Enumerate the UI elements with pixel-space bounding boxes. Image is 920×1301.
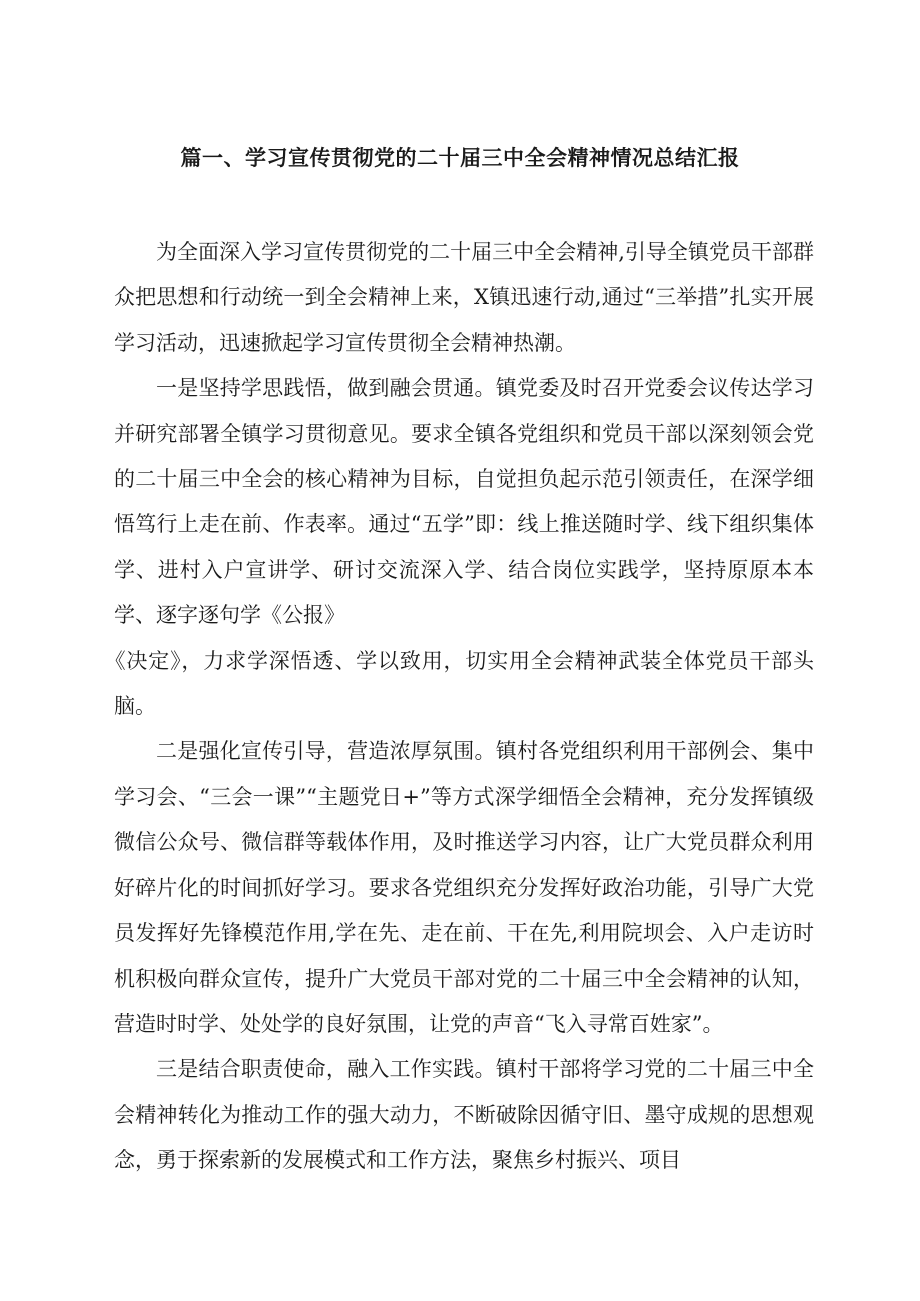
document-title: 篇一、学习宣传贯彻党的二十届三中全会精神情况总结汇报 — [180, 145, 740, 170]
paragraph-point-two: 二是强化宣传引导，营造浓厚氛围。镇村各党组织利用干部例会、集中学习会、“三会一课”“主题党日+”等方式深学细悟全会精神，充分发挥镇级微信公众号、微信群等载体作用，及时推送学习内容，让广大党员群众利用好碎片化的时间抓好学习。要求各党组织充分发挥好政治功能，引导广大党员发挥好先锋模范作用,学在先、走在前、干在先,利用院坝会、入户走访时机积极向群众宣传，提升广大党员干部对党的二十届三中全会精神的认知，营造时时学、处处学的良好氛围，让党的声音“飞入寻常百姓家”。 — [114, 739, 814, 1036]
paragraph-intro: 为全面深入学习宣传贯彻党的二十届三中全会精神,引导全镇党员干部群众把思想和行动统一到全会精神上来，X镇迅速行动,通过“三举措”扎实开展学习活动，迅速掀起学习宣传贯彻全会精神热潮。 — [114, 240, 814, 355]
paragraph-point-three: 三是结合职责使命，融入工作实践。镇村干部将学习党的二十届三中全会精神转化为推动工作的强大动力，不断破除因循守旧、墨守成规的思想观念，勇于探索新的发展模式和工作方法，聚焦乡村振兴、项目 — [114, 1057, 814, 1173]
paragraph-point-one: 一是坚持学思践悟，做到融会贯通。镇党委及时召开党委会议传达学习并研究部署全镇学习贯彻意见。要求全镇各党组织和党员干部以深刻领会党的二十届三中全会的核心精神为目标，自觉担负起示范引领责任，在深学细悟笃行上走在前、作表率。通过“五学”即：线上推送随时学、线下组织集体学、进村入户宣讲学、研讨交流深入学、结合岗位实践学，坚持原原本本学、逐字逐句学《公报》 — [114, 376, 814, 628]
paragraph-point-one-continued: 《决定》，力求学深悟透、学以致用，切实用全会精神武装全体党员干部头脑。 — [104, 648, 814, 719]
document-body — [104, 230, 814, 1184]
